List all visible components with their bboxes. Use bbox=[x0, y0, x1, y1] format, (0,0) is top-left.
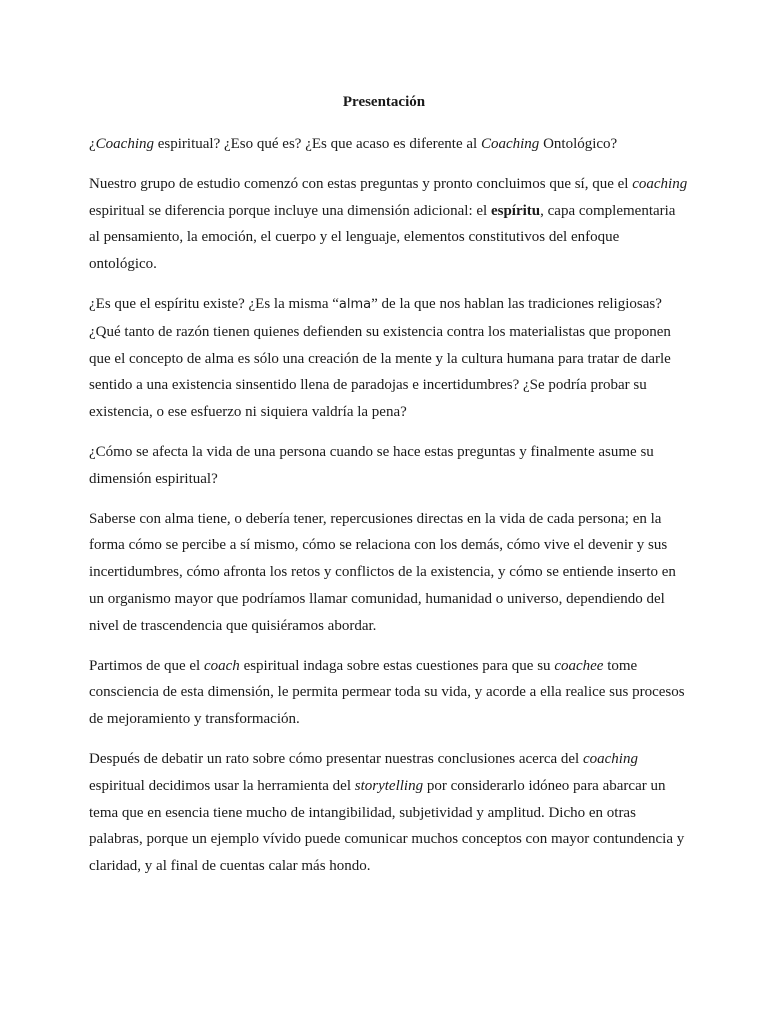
text-run: Saberse con alma tiene, o debería tener, repercusiones directas en la vida de cada persona; en la forma cómo se percibe a sí mismo, cómo se relaciona con los demás, cómo vive el devenir y sus incertidumbres, cómo afronta los retos y conflictos de la existencia, y cómo se entiende inserto en un organismo mayor que podríamos llamar comunidad, humanidad o universo, dependiendo del nivel de trascendencia que quisiéramos abordar. bbox=[89, 510, 676, 634]
body-paragraph bbox=[89, 653, 689, 733]
body-paragraph bbox=[89, 171, 689, 278]
text-run: coaching bbox=[632, 175, 688, 192]
text-run: espiritual indaga sobre estas cuestiones para que su bbox=[239, 657, 555, 674]
text-run: espiritual decidimos usar la herramienta del bbox=[89, 777, 355, 794]
text-run: Coaching bbox=[480, 136, 540, 152]
text-run: , capa complementaria al pensamiento, la emoción, el cuerpo y el lenguaje, elementos constitutivos del enfoque ontológico. bbox=[89, 202, 676, 273]
document-title: Presentación bbox=[342, 94, 426, 110]
text-run: Partimos de que el bbox=[89, 657, 204, 674]
text-run: ” de la que nos hablan las tradiciones religiosas? ¿Qué tanto de razón tienen quienes defienden su existencia contra los materialistas que proponen que el concepto de alma es sólo una creación de la mente y la cultura humana para tratar de darle sentido a una existencia sinsentido llena de paradojas e incertidumbres? ¿Se podría probar su existencia, o ese esfuerzo ni siquiera valdría la pena? bbox=[89, 295, 671, 421]
text-run: ¿Cómo se afecta la vida de una persona cuando se hace estas preguntas y finalmente asume su dimensión espiritual? bbox=[89, 443, 654, 487]
text-run: tome consciencia de esta dimensión, le permita permear toda su vida, y acorde a ella realice sus procesos de mejoramiento y transformación. bbox=[89, 657, 685, 728]
text-run: espíritu bbox=[490, 202, 541, 219]
body-paragraph bbox=[89, 131, 689, 158]
text-run: coaching bbox=[582, 750, 638, 767]
text-run: Ontológico? bbox=[539, 136, 618, 152]
text-run: Coaching bbox=[95, 136, 155, 152]
text-run: por considerarlo idóneo para abarcar un tema que en esencia tiene mucho de intangibilidad, subjetividad y amplitud. Dicho en otras palabras, porque un ejemplo vívido puede comunicar muchos conceptos con mayor contundencia y claridad, y al final de cuentas calar más hondo. bbox=[89, 777, 685, 875]
text-run: ¿Es que el espíritu existe? ¿Es la misma “ bbox=[89, 295, 339, 312]
body-paragraph bbox=[89, 746, 689, 880]
text-run: alma bbox=[338, 296, 372, 312]
text-run: coachee bbox=[554, 657, 604, 674]
text-run: espiritual? ¿Eso qué es? ¿Es que acaso es diferente al bbox=[154, 136, 481, 152]
text-run: coach bbox=[203, 657, 240, 674]
body-paragraph bbox=[89, 291, 689, 426]
text-run: Después de debatir un rato sobre cómo presentar nuestras conclusiones acerca del bbox=[89, 750, 583, 767]
document-body bbox=[89, 131, 689, 893]
text-run: espiritual se diferencia porque incluye una dimensión adicional: el bbox=[89, 202, 491, 219]
text-run: ¿ bbox=[89, 136, 96, 152]
text-run: storytelling bbox=[354, 777, 424, 794]
text-run: Nuestro grupo de estudio comenzó con estas preguntas y pronto concluimos que sí, que el bbox=[89, 175, 633, 192]
body-paragraph bbox=[89, 439, 689, 493]
body-paragraph bbox=[89, 506, 689, 640]
